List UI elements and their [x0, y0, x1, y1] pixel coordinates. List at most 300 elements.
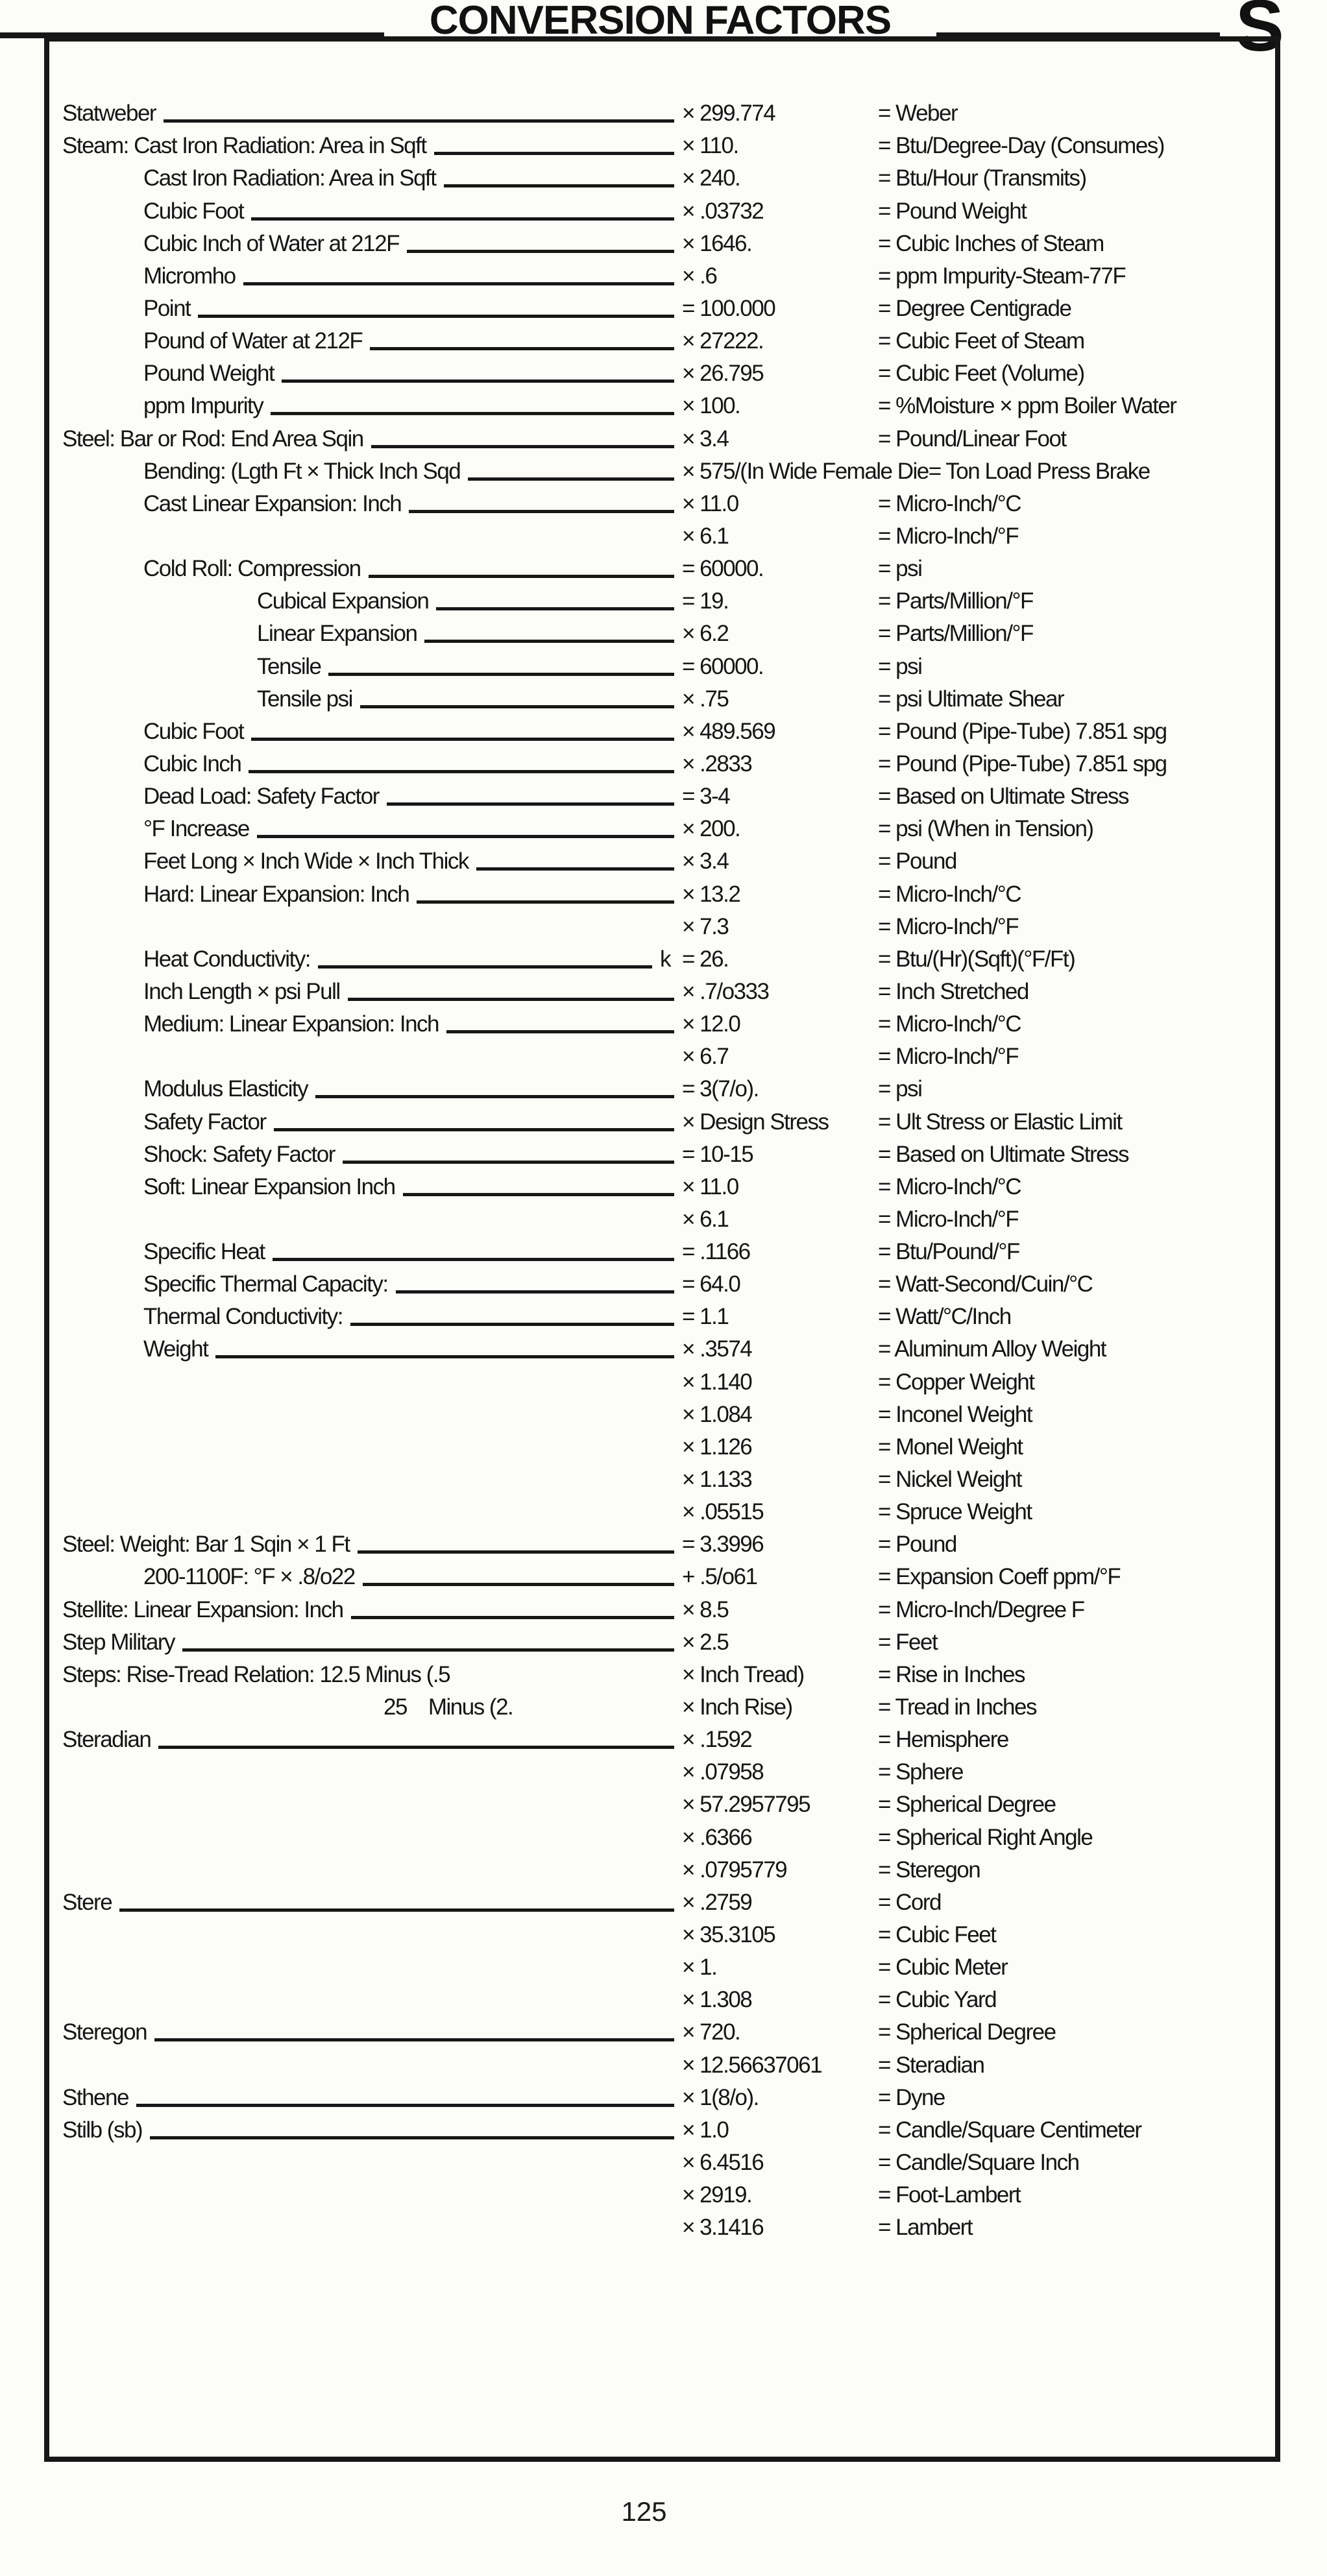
row-label-zone — [49, 1944, 682, 1951]
row-result: = Steradian — [878, 2052, 984, 2078]
leader-line — [215, 1355, 674, 1358]
row-label: Statweber — [62, 101, 156, 126]
row-label-zone — [49, 1891, 682, 1919]
row-label: Medium: Linear Expansion: Inch — [143, 1011, 439, 1037]
row-result: = %Moisture × ppm Boiler Water — [878, 393, 1176, 419]
row-result: = Pound — [878, 849, 956, 874]
row-result: = Pound (Pipe-Tube) 7.851 spg — [878, 751, 1167, 776]
row-factor: × 13.2 — [682, 881, 740, 907]
row-label-zone — [49, 936, 682, 943]
conversion-row — [49, 2211, 1275, 2244]
row-factor: × 1.140 — [682, 1369, 752, 1395]
conversion-row — [49, 1919, 1275, 1951]
row-factor: × 110. — [682, 133, 738, 159]
row-label-zone — [49, 2075, 682, 2082]
conversion-row — [49, 1431, 1275, 1463]
conversion-row — [49, 1886, 1275, 1919]
row-factor: × 6.4516 — [682, 2150, 764, 2175]
leader-line — [243, 282, 674, 285]
row-factor: × 1(8/o). — [682, 2084, 759, 2110]
row-label-zone — [49, 752, 682, 780]
row-label-zone — [49, 2119, 682, 2147]
row-factor: × 11.0 — [682, 1174, 738, 1199]
row-factor: × 7.3 — [682, 913, 729, 939]
row-result: = Parts/Million/°F — [878, 588, 1033, 614]
row-label: °F Increase — [143, 816, 249, 842]
leader-line — [271, 412, 674, 415]
conversion-row — [49, 390, 1275, 422]
row-label-zone — [49, 460, 682, 488]
row-label: Tensile psi — [257, 686, 352, 712]
row-label: Steel: Weight: Bar 1 Sqin × 1 Ft — [62, 1532, 350, 1558]
conversion-row — [49, 878, 1275, 910]
conversion-row — [49, 1203, 1275, 1236]
row-factor: × 27222. — [682, 328, 764, 354]
row-label: Bending: (Lgth Ft × Thick Inch Sqd — [143, 458, 461, 484]
row-result: = Spherical Degree — [878, 1792, 1056, 1818]
row-factor: × 1.133 — [682, 1467, 752, 1493]
row-label: Cold Roll: Compression — [143, 556, 361, 582]
row-label-zone — [49, 2086, 682, 2114]
conversion-row — [49, 1951, 1275, 1984]
conversion-row — [49, 1788, 1275, 1821]
row-label-zone — [49, 134, 682, 162]
row-label-zone — [49, 427, 682, 455]
page-number: 125 — [621, 2496, 667, 2527]
row-factor: = 100.000 — [682, 295, 775, 321]
row-label-zone — [49, 1489, 682, 1496]
row-result: = psi — [878, 653, 922, 679]
row-label-zone — [49, 394, 682, 422]
row-label: Hard: Linear Expansion: Inch — [143, 881, 409, 907]
conversion-row — [49, 455, 1275, 488]
row-label-zone — [49, 1273, 682, 1301]
conversion-row — [49, 2049, 1275, 2081]
conversion-row — [49, 1496, 1275, 1528]
row-factor: × 299.774 — [682, 101, 775, 126]
row-factor: × Inch Rise) — [682, 1694, 792, 1720]
conversion-row — [49, 585, 1275, 618]
row-label-zone — [49, 546, 682, 553]
row-label: Cubic Foot — [143, 718, 244, 744]
row-result: = Based on Ultimate Stress — [878, 784, 1129, 810]
row-label: Shock: Safety Factor — [143, 1141, 335, 1167]
row-factor: × .7/o333 — [682, 978, 769, 1004]
row-label-zone — [49, 1338, 682, 1366]
row-factor: × 1.0 — [682, 2117, 729, 2143]
row-result: = Pound (Pipe-Tube) 7.851 spg — [878, 718, 1167, 744]
row-factor: × 8.5 — [682, 1596, 729, 1622]
row-label-zone — [49, 167, 682, 195]
row-result: = psi (When in Tension) — [878, 816, 1093, 842]
row-label-zone — [49, 1175, 682, 1203]
row-label: Micromho — [143, 263, 236, 289]
row-label: Linear Expansion — [257, 621, 417, 647]
row-factor: + .5/o61 — [682, 1564, 757, 1590]
row-result: = Lambert — [878, 2215, 973, 2241]
leader-line — [350, 1323, 674, 1326]
row-factor: × .75 — [682, 686, 729, 712]
row-label-zone — [49, 2172, 682, 2179]
conversion-row — [49, 1138, 1275, 1171]
conversion-row — [49, 553, 1275, 585]
row-label-zone — [49, 1066, 682, 1073]
row-factor: × .0795779 — [682, 1857, 787, 1883]
conversion-row — [49, 195, 1275, 227]
row-label-zone — [49, 557, 682, 585]
row-result: = Btu/Pound/°F — [878, 1239, 1019, 1265]
row-factor: × 6.1 — [682, 523, 729, 549]
conversion-row — [49, 650, 1275, 682]
row-label: Specific Heat — [143, 1239, 265, 1265]
row-result: = Micro-Inch/°C — [878, 881, 1021, 907]
row-label: Modulus Elasticity — [143, 1076, 308, 1102]
leader-line — [158, 1746, 674, 1749]
row-result: = Inconel Weight — [878, 1401, 1032, 1427]
row-label-zone — [49, 1598, 682, 1626]
row-label: Heat Conductivity: — [143, 946, 311, 972]
row-label: Steregon — [62, 2019, 147, 2045]
row-label-zone — [49, 2009, 682, 2016]
row-label-zone — [49, 655, 682, 683]
row-label-zone — [49, 1305, 682, 1333]
row-label-zone — [49, 492, 682, 520]
row-result: = Hemisphere — [878, 1727, 1008, 1753]
row-result: = Cubic Feet (Volume) — [878, 361, 1084, 387]
leader-line — [363, 1583, 674, 1586]
row-label-zone — [49, 720, 682, 748]
row-factor: × 2.5 — [682, 1629, 729, 1655]
conversion-row — [49, 2147, 1275, 2179]
conversion-row — [49, 162, 1275, 195]
row-label-zone — [49, 622, 682, 650]
row-label-zone — [49, 1696, 682, 1724]
conversion-row — [49, 520, 1275, 553]
row-factor: × 3.4 — [682, 426, 729, 451]
row-result: = Dyne — [878, 2084, 945, 2110]
row-factor: × 11.0 — [682, 490, 738, 516]
leader-line — [403, 1193, 674, 1196]
row-label-zone — [49, 785, 682, 813]
conversion-row — [49, 130, 1275, 162]
leader-line — [409, 510, 674, 513]
row-result: = Inch Stretched — [878, 978, 1029, 1004]
row-result: = Monel Weight — [878, 1434, 1023, 1460]
section-letter: S — [1232, 0, 1288, 62]
row-factor: × .1592 — [682, 1727, 752, 1753]
row-result: = Spruce Weight — [878, 1499, 1032, 1525]
conversion-rows — [49, 97, 1275, 2244]
row-label-zone — [49, 980, 682, 1008]
leader-line — [343, 1161, 674, 1164]
row-label: Point — [143, 295, 191, 321]
leader-line — [257, 835, 674, 838]
row-factor: × 100. — [682, 393, 740, 419]
leader-line — [274, 1128, 674, 1131]
row-label: Inch Length × psi Pull — [143, 978, 340, 1004]
conversion-row — [49, 1724, 1275, 1756]
row-factor: = 3.3996 — [682, 1532, 764, 1558]
row-result: = Expansion Coeff ppm/°F — [878, 1564, 1121, 1590]
row-result: = Micro-Inch/°F — [878, 1206, 1019, 1232]
row-result: = psi — [878, 556, 922, 582]
row-label: 25 Minus (2. — [383, 1694, 513, 1720]
row-label: Weight — [143, 1336, 208, 1362]
conversion-row — [49, 1236, 1275, 1268]
row-label: Stere — [62, 1889, 112, 1915]
leader-line — [396, 1290, 674, 1294]
row-factor: × .2833 — [682, 751, 752, 776]
row-label-zone — [49, 330, 682, 357]
page-title: CONVERSION FACTORS — [429, 0, 892, 43]
conversion-row — [49, 1171, 1275, 1203]
row-factor: × 489.569 — [682, 718, 775, 744]
row-label-zone — [49, 1143, 682, 1171]
row-result: = Cord — [878, 1889, 942, 1915]
row-factor: × 1. — [682, 1955, 717, 1980]
row-label-zone — [49, 1521, 682, 1528]
row-factor: × 12.0 — [682, 1011, 740, 1037]
leader-line — [182, 1648, 674, 1652]
row-result: = Nickel Weight — [878, 1467, 1021, 1493]
conversion-row — [49, 228, 1275, 260]
conversion-row — [49, 1333, 1275, 1366]
row-factor: × 3.4 — [682, 849, 729, 874]
leader-line — [351, 1616, 674, 1619]
conversion-row — [49, 97, 1275, 130]
conversion-row — [49, 683, 1275, 716]
row-label-zone — [49, 2204, 682, 2211]
leader-line — [150, 2136, 674, 2139]
row-result: = Pound/Linear Foot — [878, 426, 1066, 451]
row-label-zone — [49, 1631, 682, 1659]
row-label-zone — [49, 1533, 682, 1561]
conversion-row — [49, 1691, 1275, 1724]
row-factor: × 1646. — [682, 230, 752, 256]
row-label: Pound Weight — [143, 361, 274, 387]
leader-line — [251, 738, 674, 741]
conversion-row — [49, 1626, 1275, 1659]
row-result: = psi — [878, 1076, 922, 1102]
row-result: = Pound — [878, 1532, 956, 1558]
row-factor: × .6 — [682, 263, 717, 289]
row-label-zone — [49, 1814, 682, 1821]
row-factor: = 19. — [682, 588, 729, 614]
row-result: = Watt/°C/Inch — [878, 1304, 1011, 1330]
row-factor: × 575/(In Wide Female Die — [682, 458, 929, 484]
row-result: = Cubic Inches of Steam — [878, 230, 1104, 256]
leader-line — [446, 1030, 674, 1033]
leader-line — [154, 2038, 674, 2041]
row-result: = Rise in Inches — [878, 1661, 1025, 1687]
row-result: = Degree Centigrade — [878, 295, 1071, 321]
row-result: = Sphere — [878, 1759, 964, 1785]
content-box — [44, 36, 1280, 2462]
conversion-row — [49, 1268, 1275, 1301]
row-label: Feet Long × Inch Wide × Inch Thick — [143, 849, 469, 874]
conversion-row — [49, 1041, 1275, 1073]
row-label: Cast Linear Expansion: Inch — [143, 490, 402, 516]
row-label-zone — [49, 1111, 682, 1138]
conversion-row — [49, 2114, 1275, 2147]
conversion-row — [49, 748, 1275, 780]
row-label-zone — [49, 688, 682, 716]
row-label-zone — [49, 232, 682, 260]
row-label: Tensile — [257, 653, 321, 679]
leader-line — [436, 607, 674, 610]
row-factor: × 6.2 — [682, 621, 729, 647]
conversion-row — [49, 1366, 1275, 1398]
row-factor: = 10-15 — [682, 1141, 753, 1167]
leader-line — [417, 900, 674, 904]
row-factor: × 26.795 — [682, 361, 764, 387]
row-result: = Copper Weight — [878, 1369, 1034, 1395]
row-label: Cubic Inch — [143, 751, 241, 776]
leader-line — [198, 315, 674, 318]
row-label-zone — [49, 2237, 682, 2244]
row-label-zone — [49, 1391, 682, 1399]
leader-line — [119, 1908, 674, 1912]
conversion-row — [49, 780, 1275, 813]
row-label: Sthene — [62, 2084, 128, 2110]
conversion-row — [49, 1008, 1275, 1041]
row-label-zone — [49, 1456, 682, 1463]
row-label: Stellite: Linear Expansion: Inch — [62, 1596, 343, 1622]
row-result: = Ult Stress or Elastic Limit — [878, 1109, 1122, 1135]
row-label: Steam: Cast Iron Radiation: Area in Sqft — [62, 133, 426, 159]
row-label-zone — [49, 948, 682, 976]
row-result: = Tread in Inches — [878, 1694, 1036, 1720]
conversion-row — [49, 1399, 1275, 1431]
conversion-row — [49, 2082, 1275, 2114]
row-result: = Micro-Inch/°F — [878, 1044, 1019, 1070]
leader-line — [249, 770, 674, 773]
row-result: = Parts/Million/°F — [878, 621, 1033, 647]
row-label-zone — [49, 200, 682, 228]
conversion-row — [49, 943, 1275, 976]
conversion-row — [49, 2016, 1275, 2049]
leader-line — [273, 1258, 674, 1261]
conversion-row — [49, 1593, 1275, 1626]
leader-line — [164, 119, 674, 123]
row-label: Cubic Foot — [143, 198, 244, 224]
conversion-row — [49, 1528, 1275, 1561]
row-factor: × .07958 — [682, 1759, 764, 1785]
row-label: Cubic Inch of Water at 212F — [143, 230, 399, 256]
leader-line — [468, 477, 674, 481]
leader-line — [282, 379, 674, 383]
row-factor: × .03732 — [682, 198, 764, 224]
row-factor: × 1.308 — [682, 1987, 752, 2013]
leader-line — [251, 217, 674, 221]
row-label-zone — [49, 1565, 682, 1593]
row-label: Soft: Linear Expansion Inch — [143, 1174, 395, 1199]
row-result: = ppm Impurity-Steam-77F — [878, 263, 1126, 289]
row-label: Stilb (sb) — [62, 2117, 143, 2143]
row-result: = Micro-Inch/Degree F — [878, 1596, 1084, 1622]
row-label: Pound of Water at 212F — [143, 328, 363, 354]
conversion-row — [49, 845, 1275, 878]
row-label-zone — [49, 1013, 682, 1041]
row-label: Cast Iron Radiation: Area in Sqft — [143, 165, 436, 191]
row-factor: = 64.0 — [682, 1271, 740, 1297]
leader-line — [328, 673, 674, 676]
row-factor: × 12.56637061 — [682, 2052, 822, 2078]
row-label: Steradian — [62, 1727, 151, 1753]
row-result: = Aluminum Alloy Weight — [878, 1336, 1106, 1362]
conversion-row — [49, 1821, 1275, 1853]
conversion-row — [49, 2179, 1275, 2211]
row-label-zone — [49, 817, 682, 845]
row-result: = Foot-Lambert — [878, 2182, 1021, 2208]
leader-line — [358, 1550, 674, 1554]
row-factor: = .1166 — [682, 1239, 750, 1265]
conversion-row — [49, 260, 1275, 293]
leader-line — [318, 965, 652, 969]
row-result: = Watt-Second/Cuin/°C — [878, 1271, 1093, 1297]
row-result: = Spherical Degree — [878, 2019, 1056, 2045]
row-label-zone — [49, 850, 682, 878]
leader-line — [370, 347, 674, 350]
row-factor: × 720. — [682, 2019, 740, 2045]
conversion-row — [49, 1984, 1275, 2016]
row-factor: × 35.3105 — [682, 1922, 775, 1948]
row-label: ppm Impurity — [143, 393, 263, 419]
row-result: = Micro-Inch/°C — [878, 490, 1021, 516]
row-factor: × 1.084 — [682, 1401, 752, 1427]
row-label: Dead Load: Safety Factor — [143, 784, 379, 810]
leader-line — [476, 867, 674, 871]
row-result: = Cubic Meter — [878, 1955, 1008, 1980]
row-label: Specific Thermal Capacity: — [143, 1271, 388, 1297]
row-result: = Based on Ultimate Stress — [878, 1141, 1129, 1167]
leader-line — [444, 184, 675, 187]
row-result: = Micro-Inch/°C — [878, 1011, 1021, 1037]
row-label-zone — [49, 590, 682, 618]
row-factor: × Design Stress — [682, 1109, 829, 1135]
conversion-row — [49, 813, 1275, 845]
row-factor: = 26. — [682, 946, 729, 972]
row-factor: × 200. — [682, 816, 740, 842]
row-label-zone — [49, 265, 682, 293]
row-factor: × 2919. — [682, 2182, 752, 2208]
row-result: = Steregon — [878, 1857, 980, 1883]
leader-line — [371, 445, 674, 448]
row-label-zone — [49, 1424, 682, 1431]
row-factor: × 1.126 — [682, 1434, 752, 1460]
row-label: Safety Factor — [143, 1109, 266, 1135]
conversion-row — [49, 1561, 1275, 1593]
row-label-zone — [49, 1977, 682, 1984]
conversion-row — [49, 293, 1275, 325]
conversion-row — [49, 716, 1275, 748]
leader-line — [434, 152, 674, 155]
row-result: = Btu/Hour (Transmits) — [878, 165, 1086, 191]
row-factor: × Inch Tread) — [682, 1661, 804, 1687]
leader-line — [407, 250, 674, 253]
row-factor: = 3-4 — [682, 784, 730, 810]
row-label-zone — [49, 102, 682, 130]
row-result: = Micro-Inch/°F — [878, 523, 1019, 549]
conversion-row — [49, 325, 1275, 357]
conversion-row — [49, 1105, 1275, 1138]
conversion-row — [49, 1756, 1275, 1788]
conversion-row — [49, 1659, 1275, 1691]
row-label-zone — [49, 297, 682, 325]
row-factor: × 6.7 — [682, 1044, 729, 1070]
row-result: = Cubic Feet of Steam — [878, 328, 1084, 354]
conversion-row — [49, 1073, 1275, 1105]
